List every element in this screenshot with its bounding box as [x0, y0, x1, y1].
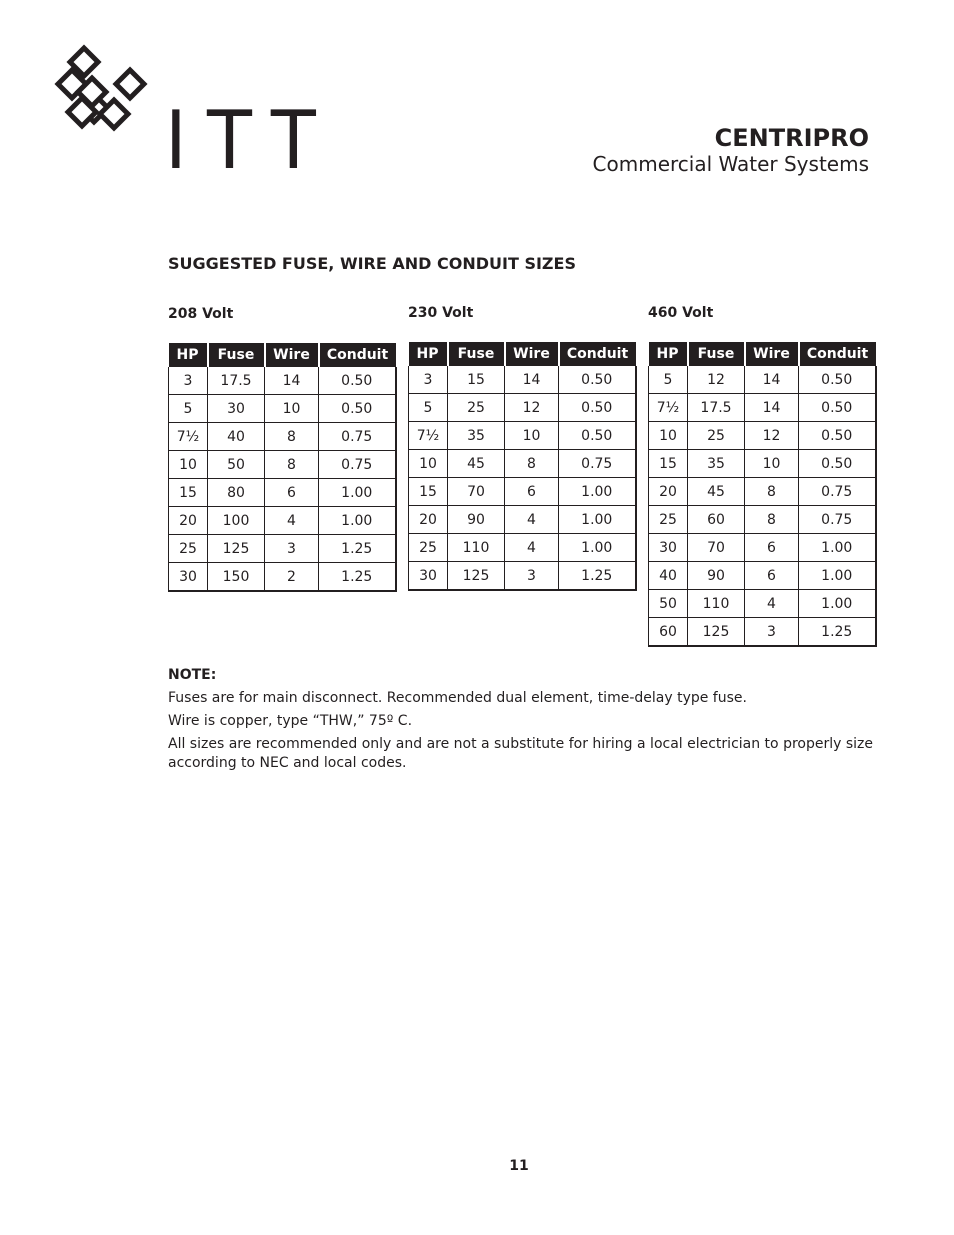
- table-row: [409, 478, 636, 506]
- logo-wordmark: ITT: [165, 94, 337, 187]
- table-body: [409, 366, 636, 590]
- table-row: [409, 366, 636, 394]
- cell-conduit: 0.50: [559, 394, 636, 422]
- cell-wire: 8: [745, 506, 799, 534]
- column-header-fuse: Fuse: [688, 342, 745, 366]
- column-header-wire: Wire: [745, 342, 799, 366]
- brand-subtitle: Commercial Water Systems: [592, 152, 869, 176]
- cell-fuse: 25: [688, 422, 745, 450]
- brand-block: [593, 123, 869, 175]
- table-row: [649, 562, 876, 590]
- cell-conduit: 0.75: [319, 451, 396, 479]
- cell-conduit: 0.50: [799, 366, 876, 394]
- cell-conduit: 1.25: [319, 535, 396, 563]
- table-label: 208 Volt: [168, 306, 234, 322]
- cell-fuse: 17.5: [688, 394, 745, 422]
- cell-hp: 5: [169, 395, 208, 423]
- cell-conduit: 1.25: [319, 563, 396, 592]
- cell-wire: 4: [745, 590, 799, 618]
- table-row: [649, 590, 876, 618]
- column-header-fuse: Fuse: [448, 342, 505, 366]
- cell-conduit: 1.00: [799, 590, 876, 618]
- cell-fuse: 50: [208, 451, 265, 479]
- cell-fuse: 60: [688, 506, 745, 534]
- column-header-wire: Wire: [505, 342, 559, 366]
- page-number: 11: [509, 1158, 529, 1174]
- cell-hp: 3: [409, 366, 448, 394]
- cell-wire: 14: [745, 366, 799, 394]
- table-row: [409, 534, 636, 562]
- cell-hp: 15: [409, 478, 448, 506]
- note-section: [168, 666, 873, 777]
- cell-hp: 20: [649, 478, 688, 506]
- cell-hp: 60: [649, 618, 688, 647]
- cell-wire: 8: [505, 450, 559, 478]
- table-row: [649, 394, 876, 422]
- cell-conduit: 0.50: [799, 450, 876, 478]
- cell-fuse: 30: [208, 395, 265, 423]
- table-row: [649, 506, 876, 534]
- cell-fuse: 35: [448, 422, 505, 450]
- table-208-volt: [168, 305, 389, 592]
- table-row: [409, 450, 636, 478]
- cell-wire: 8: [745, 478, 799, 506]
- cell-fuse: 125: [688, 618, 745, 647]
- cell-wire: 14: [265, 367, 319, 395]
- table-row: [409, 506, 636, 534]
- note-line: Fuses are for main disconnect. Recommended dual element, time-delay type fuse.: [168, 690, 747, 706]
- cell-hp: 5: [649, 366, 688, 394]
- section-title: SUGGESTED FUSE, WIRE AND CONDUIT SIZES: [168, 254, 576, 273]
- cell-wire: 6: [745, 534, 799, 562]
- table-row: [649, 534, 876, 562]
- table-230-volt: [408, 304, 629, 591]
- column-header-conduit: Conduit: [799, 342, 876, 366]
- cell-fuse: 100: [208, 507, 265, 535]
- column-header-wire: Wire: [265, 343, 319, 367]
- cell-wire: 4: [265, 507, 319, 535]
- cell-hp: 7½: [649, 394, 688, 422]
- column-header-hp: HP: [649, 342, 688, 366]
- table-row: [649, 450, 876, 478]
- cell-hp: 20: [409, 506, 448, 534]
- table-row: [169, 479, 396, 507]
- cell-fuse: 70: [688, 534, 745, 562]
- cell-fuse: 45: [448, 450, 505, 478]
- cell-hp: 10: [169, 451, 208, 479]
- column-header-conduit: Conduit: [319, 343, 396, 367]
- cell-conduit: 1.00: [319, 507, 396, 535]
- table-row: [409, 562, 636, 591]
- note-line: Wire is copper, type “THW,” 75º C.: [168, 713, 413, 729]
- cell-wire: 2: [265, 563, 319, 592]
- table-row: [409, 422, 636, 450]
- table-row: [169, 395, 396, 423]
- table-body: [649, 366, 876, 646]
- table-460-volt: [648, 304, 869, 647]
- table-label: 230 Volt: [408, 305, 474, 321]
- cell-hp: 7½: [409, 422, 448, 450]
- column-header-hp: HP: [169, 343, 208, 367]
- cell-conduit: 1.00: [799, 534, 876, 562]
- table-row: [649, 618, 876, 647]
- cell-hp: 3: [169, 367, 208, 395]
- table-row: [169, 507, 396, 535]
- cell-conduit: 0.75: [319, 423, 396, 451]
- cell-conduit: 1.00: [559, 478, 636, 506]
- cell-fuse: 90: [688, 562, 745, 590]
- table-row: [649, 422, 876, 450]
- table-row: [169, 563, 396, 592]
- cell-wire: 12: [745, 422, 799, 450]
- cell-fuse: 25: [448, 394, 505, 422]
- cell-fuse: 15: [448, 366, 505, 394]
- note-title: NOTE:: [168, 667, 217, 683]
- cell-fuse: 12: [688, 366, 745, 394]
- cell-conduit: 0.50: [319, 395, 396, 423]
- cell-hp: 7½: [169, 423, 208, 451]
- cell-conduit: 1.00: [559, 534, 636, 562]
- cell-wire: 6: [265, 479, 319, 507]
- table-row: [649, 366, 876, 394]
- cell-wire: 8: [265, 423, 319, 451]
- cell-wire: 3: [745, 618, 799, 647]
- cell-wire: 6: [745, 562, 799, 590]
- column-header-conduit: Conduit: [559, 342, 636, 366]
- cell-hp: 40: [649, 562, 688, 590]
- cell-conduit: 1.00: [319, 479, 396, 507]
- cell-fuse: 90: [448, 506, 505, 534]
- table-label: 460 Volt: [648, 305, 714, 321]
- cell-wire: 10: [265, 395, 319, 423]
- cell-conduit: 0.75: [799, 478, 876, 506]
- cell-hp: 25: [409, 534, 448, 562]
- cell-hp: 15: [169, 479, 208, 507]
- cell-fuse: 80: [208, 479, 265, 507]
- cell-hp: 30: [649, 534, 688, 562]
- cell-hp: 30: [409, 562, 448, 591]
- cell-hp: 20: [169, 507, 208, 535]
- table-row: [169, 367, 396, 395]
- cell-wire: 10: [745, 450, 799, 478]
- column-header-fuse: Fuse: [208, 343, 265, 367]
- cell-wire: 3: [505, 562, 559, 591]
- brand-name: CENTRIPRO: [714, 124, 869, 152]
- table-row: [649, 478, 876, 506]
- cell-hp: 10: [409, 450, 448, 478]
- cell-fuse: 110: [688, 590, 745, 618]
- cell-wire: 14: [745, 394, 799, 422]
- cell-fuse: 45: [688, 478, 745, 506]
- cell-fuse: 125: [448, 562, 505, 591]
- cell-hp: 15: [649, 450, 688, 478]
- cell-fuse: 150: [208, 563, 265, 592]
- column-header-hp: HP: [409, 342, 448, 366]
- cell-conduit: 1.25: [799, 618, 876, 647]
- cell-fuse: 35: [688, 450, 745, 478]
- cell-wire: 14: [505, 366, 559, 394]
- cell-conduit: 0.50: [799, 394, 876, 422]
- cell-wire: 12: [505, 394, 559, 422]
- cell-conduit: 1.00: [799, 562, 876, 590]
- cell-conduit: 0.50: [559, 366, 636, 394]
- cell-conduit: 0.75: [799, 506, 876, 534]
- cell-hp: 5: [409, 394, 448, 422]
- itt-logo-icon: [54, 44, 148, 142]
- cell-conduit: 0.50: [559, 422, 636, 450]
- table-row: [409, 394, 636, 422]
- cell-hp: 25: [649, 506, 688, 534]
- cell-fuse: 70: [448, 478, 505, 506]
- note-line: All sizes are recommended only and are not a substitute for hiring a local electrician to properly size according to NEC and local codes.: [168, 736, 873, 771]
- table-row: [169, 423, 396, 451]
- cell-wire: 10: [505, 422, 559, 450]
- cell-conduit: 0.75: [559, 450, 636, 478]
- cell-hp: 30: [169, 563, 208, 592]
- cell-hp: 10: [649, 422, 688, 450]
- cell-conduit: 0.50: [799, 422, 876, 450]
- cell-conduit: 0.50: [319, 367, 396, 395]
- table-row: [169, 535, 396, 563]
- cell-wire: 3: [265, 535, 319, 563]
- cell-wire: 4: [505, 506, 559, 534]
- cell-wire: 6: [505, 478, 559, 506]
- cell-fuse: 125: [208, 535, 265, 563]
- cell-wire: 8: [265, 451, 319, 479]
- cell-conduit: 1.25: [559, 562, 636, 591]
- cell-conduit: 1.00: [559, 506, 636, 534]
- cell-hp: 25: [169, 535, 208, 563]
- cell-hp: 50: [649, 590, 688, 618]
- cell-wire: 4: [505, 534, 559, 562]
- cell-fuse: 17.5: [208, 367, 265, 395]
- table-body: [169, 367, 396, 591]
- cell-fuse: 110: [448, 534, 505, 562]
- cell-fuse: 40: [208, 423, 265, 451]
- table-row: [169, 451, 396, 479]
